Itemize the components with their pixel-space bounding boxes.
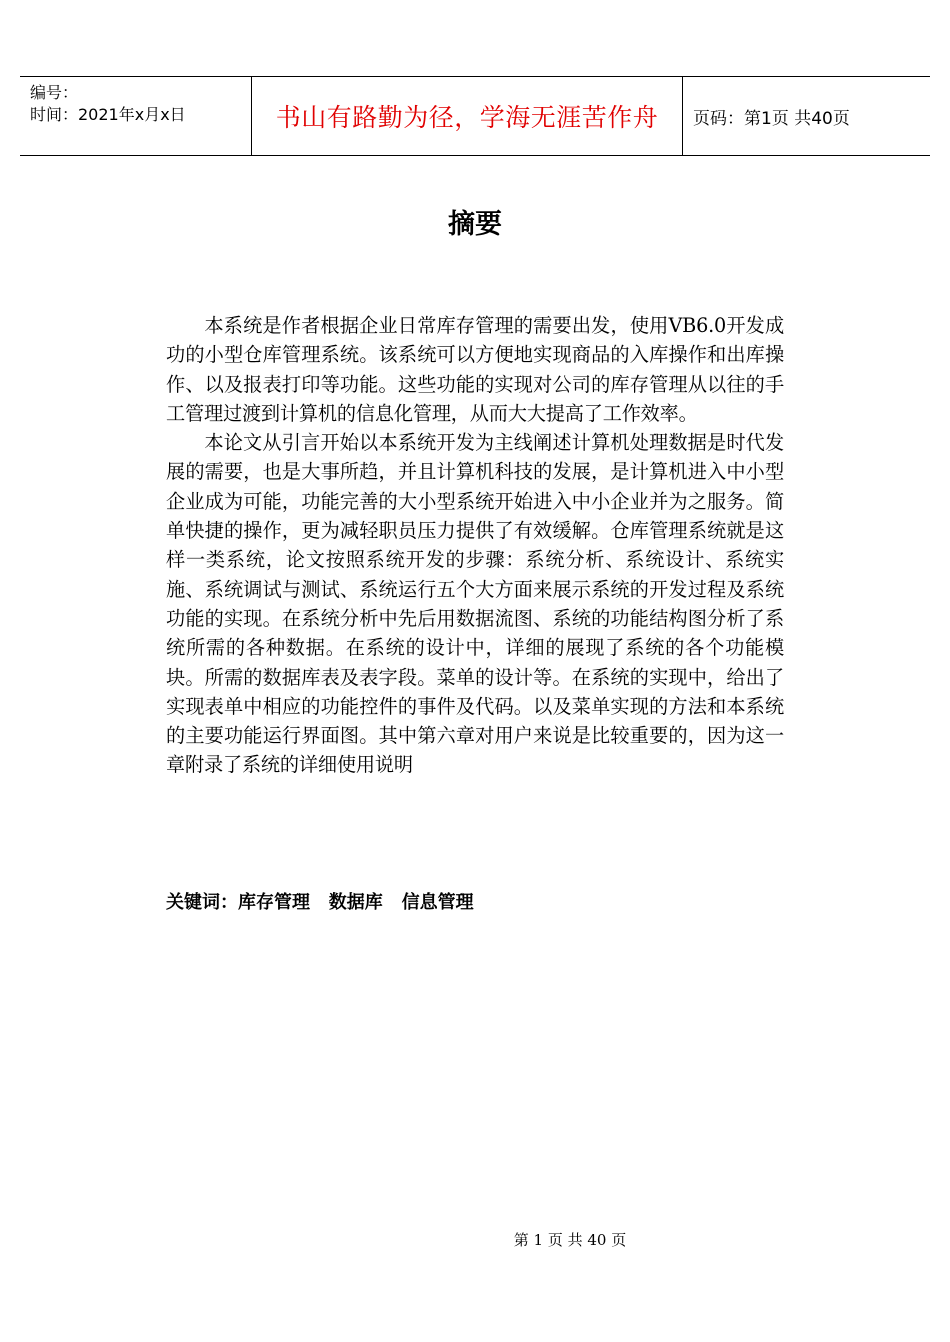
abstract-paragraph-1: 本系统是作者根据企业日常库存管理的需要出发，使用VB6.0开发成功的小型仓库管理系统。该系统可以方便地实现商品的入库操作和出库操作、以及报表打印等功能。这些功能的实现对公司的库存管理从以往的手工管理过渡到计算机的信息化管理，从而大大提高了工作效率。 bbox=[166, 314, 784, 425]
page-footer: 第 1 页 共 40 页 bbox=[513, 1231, 627, 1249]
page-title: 摘要 bbox=[448, 209, 502, 240]
header-page-info: 页码：第1页 共40页 bbox=[693, 108, 850, 129]
keywords-line: 关键词：库存管理 数据库 信息管理 bbox=[166, 892, 474, 913]
document-time-label: 时间：2021年x月x日 bbox=[30, 105, 186, 124]
page-header bbox=[20, 76, 930, 156]
header-motto: 书山有路勤为径，学海无涯苦作舟 bbox=[252, 77, 683, 155]
header-meta-cell bbox=[20, 77, 252, 155]
abstract-body bbox=[166, 311, 784, 780]
document-number-label: 编号： bbox=[30, 83, 79, 102]
abstract-paragraph-2: 本论文从引言开始以本系统开发为主线阐述计算机处理数据是时代发展的需要，也是大事所趋，并且计算机科技的发展，是计算机进入中小型企业成为可能，功能完善的大小型系统开始进入中小企业并为之服务。简单快捷的操作，更为减轻职员压力提供了有效缓解。仓库管理系统就是这样一类系统，论文按照系统开发的步骤：系统分析、系统设计、系统实施、系统调试与测试、系统运行五个大方面来展示系统的开发过程及系统功能的实现。在系统分析中先后用数据流图、系统的功能结构图分析了系统所需的各种数据。在系统的设计中，详细的展现了系统的各个功能模块。所需的数据库表及表字段。菜单的设计等。在系统的实现中，给出了实现表单中相应的功能控件的事件及代码。以及菜单实现的方法和本系统的主要功能运行界面图。其中第六章对用户来说是比较重要的，因为这一章附录了系统的详细使用说明 bbox=[166, 431, 784, 777]
